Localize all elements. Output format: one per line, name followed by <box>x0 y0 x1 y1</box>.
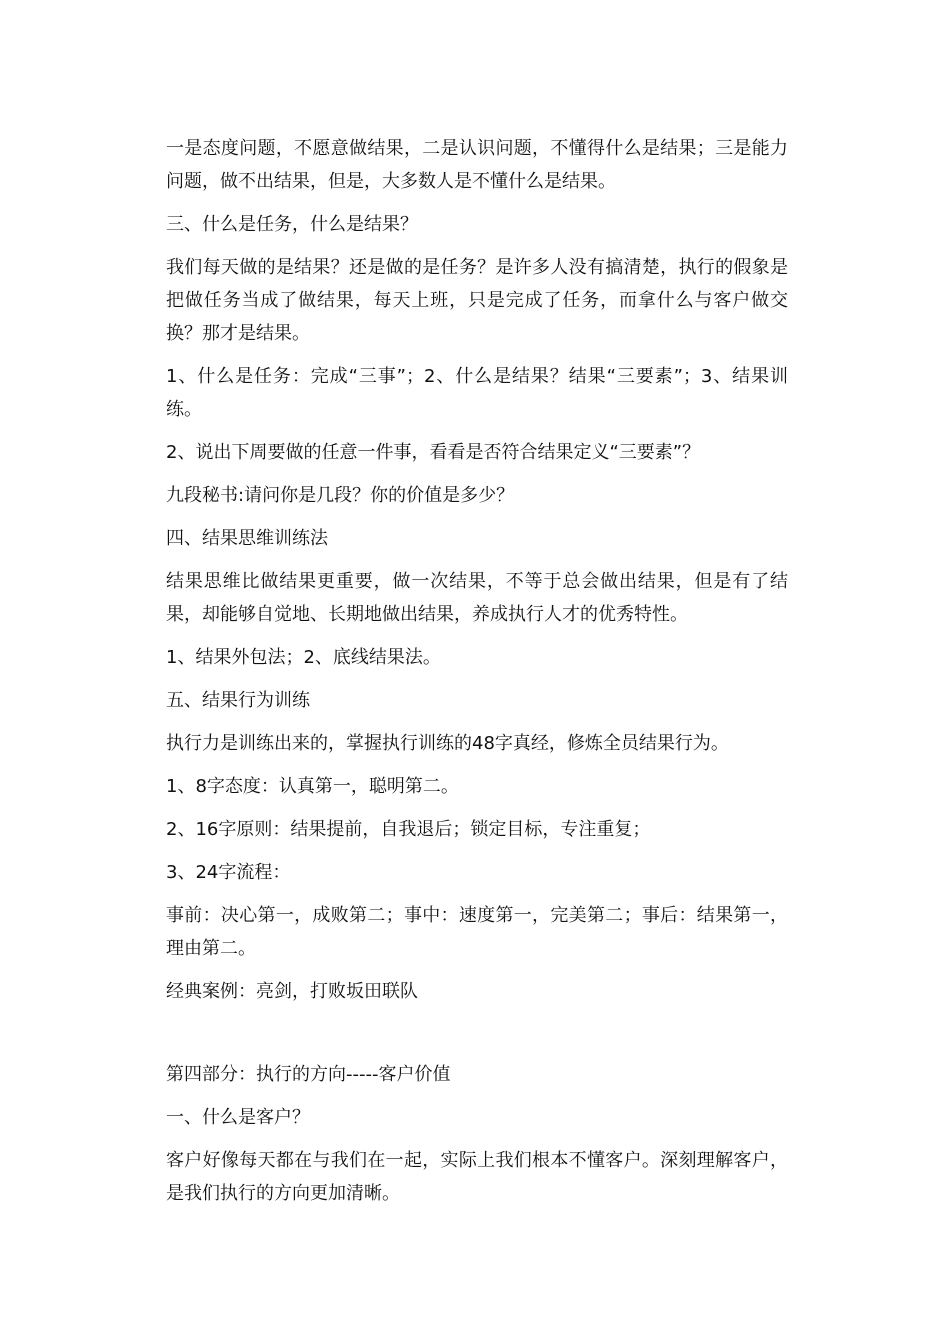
paragraph: 1、结果外包法；2、底线结果法。 <box>166 647 441 668</box>
paragraph: 我们每天做的是结果？还是做的是任务？是许多人没有搞清楚，执行的假象是把做任务当成了做结果，每天上班，只是完成了任务，而拿什么与客户做交换？那才是结果。 <box>166 257 788 344</box>
paragraph: 2、说出下周要做的任意一件事，看看是否符合结果定义“三要素”？ <box>166 442 701 463</box>
paragraph: 执行力是训练出来的，掌握执行训练的48字真经，修炼全员结果行为。 <box>166 733 729 754</box>
section-heading: 五、结果行为训练 <box>166 690 310 711</box>
paragraph: 1、8字态度：认真第一，聪明第二。 <box>166 776 459 797</box>
paragraph: 1、什么是任务：完成“三事”；2、什么是结果？结果“三要素”；3、结果训练。 <box>166 366 788 420</box>
paragraph: 2、16字原则：结果提前，自我退后；锁定目标，专注重复； <box>166 819 651 840</box>
paragraph: 经典案例：亮剑，打败坂田联队 <box>166 981 418 1002</box>
paragraph: 3、24字流程： <box>166 862 291 883</box>
blank-line <box>166 1018 788 1058</box>
paragraph: 结果思维比做结果更重要，做一次结果，不等于总会做出结果，但是有了结果，却能够自觉地、长期地做出结果，养成执行人才的优秀特性。 <box>166 571 788 625</box>
section-heading: 三、什么是任务，什么是结果？ <box>166 214 418 235</box>
section-heading: 一、什么是客户？ <box>166 1107 310 1128</box>
document-body <box>166 132 788 1220</box>
paragraph: 客户好像每天都在与我们在一起，实际上我们根本不懂客户。深刻理解客户，是我们执行的方向更加清晰。 <box>166 1150 788 1204</box>
section-heading: 四、结果思维训练法 <box>166 528 328 549</box>
paragraph: 九段秘书:请问你是几段？你的价值是多少？ <box>166 485 515 506</box>
part-heading: 第四部分：执行的方向-----客户价值 <box>166 1064 451 1085</box>
paragraph: 事前：决心第一，成败第二；事中：速度第一，完美第二；事后：结果第一，理由第二。 <box>166 905 788 959</box>
paragraph: 一是态度问题，不愿意做结果，二是认识问题，不懂得什么是结果；三是能力问题，做不出结果，但是，大多数人是不懂什么是结果。 <box>166 138 788 192</box>
